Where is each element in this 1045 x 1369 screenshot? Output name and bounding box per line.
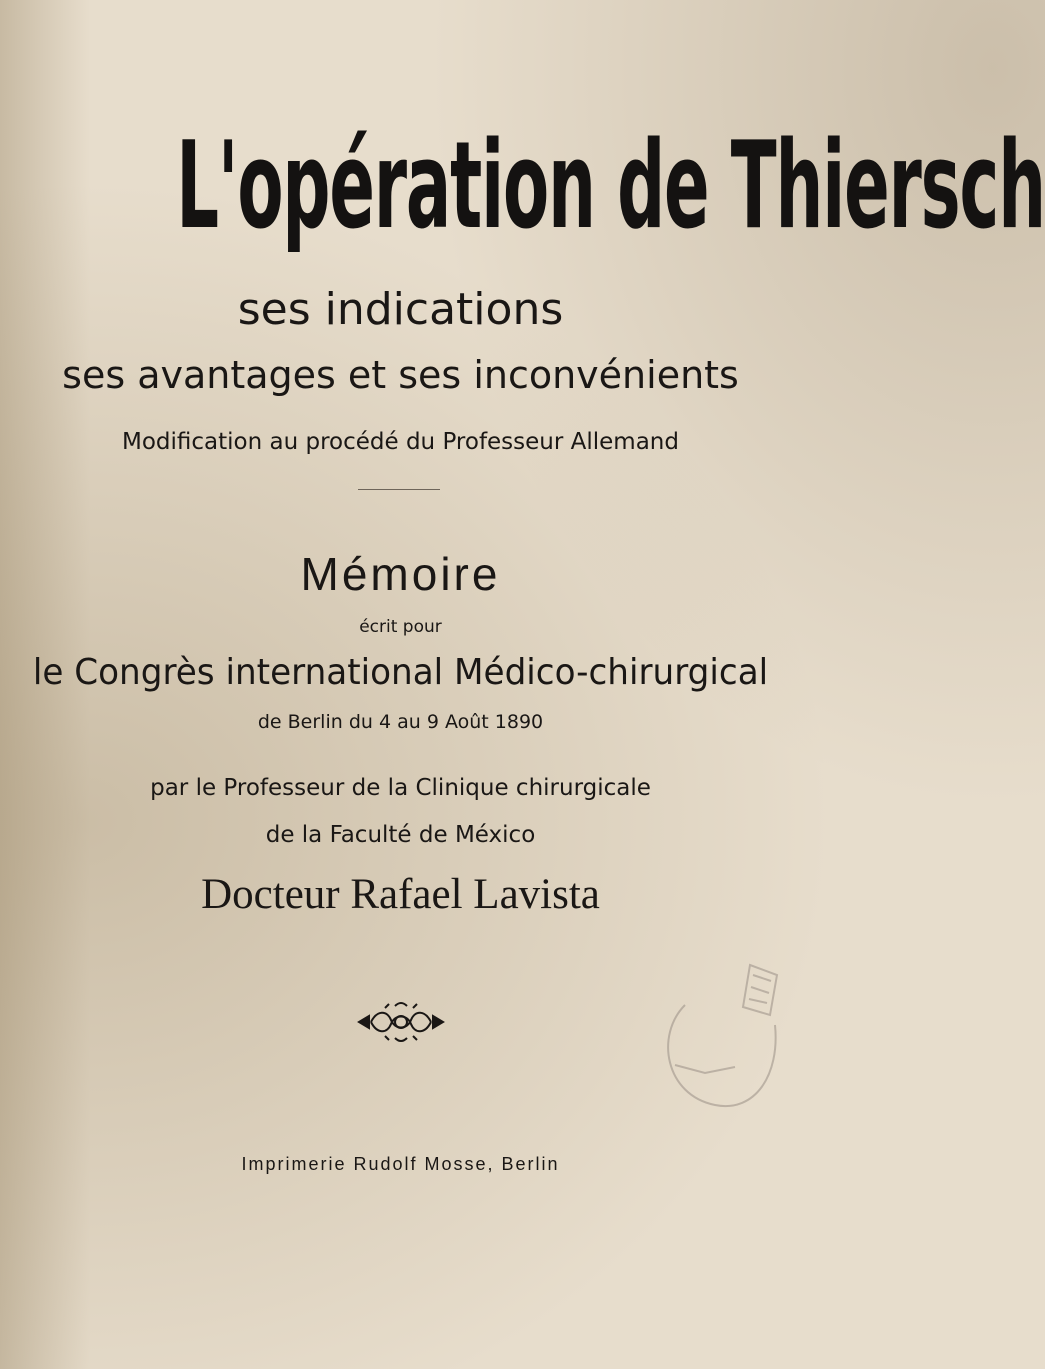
printer-imprint: Imprimerie Rudolf Mosse, Berlin <box>241 1154 560 1174</box>
document-title: L'opération de Thiersch <box>176 117 1045 256</box>
author-affiliation-line-1: par le Professeur de la Clinique chirurgicale <box>150 775 651 801</box>
author-name: Docteur Rafael Lavista <box>201 871 600 918</box>
written-for-line: écrit pour <box>359 617 442 637</box>
subtitle-indications: ses indications <box>237 284 564 335</box>
divider-rule <box>358 489 440 490</box>
congress-line: le Congrès international Médico-chirurgical <box>32 652 769 693</box>
modification-line: Modification au procédé du Professeur Allemand <box>122 429 679 455</box>
decorative-fleuron-icon <box>355 1000 447 1044</box>
subtitle-advantages: ses avantages et ses inconvénients <box>62 353 739 397</box>
memoire-heading: Mémoire <box>300 548 501 600</box>
library-stamp-icon <box>645 955 785 1125</box>
congress-details-line: de Berlin du 4 au 9 Août 1890 <box>257 711 544 733</box>
author-affiliation-line-2: de la Faculté de México <box>265 822 536 848</box>
